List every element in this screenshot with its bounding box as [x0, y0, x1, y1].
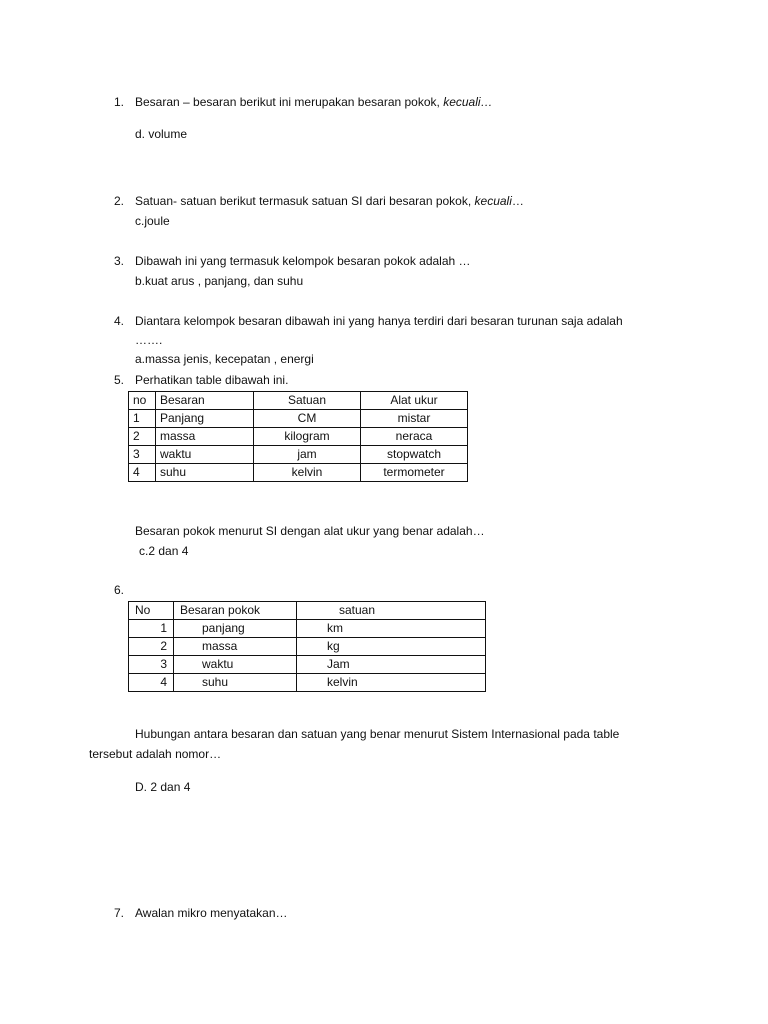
table-row [129, 674, 486, 692]
table-cell: 1 [129, 410, 156, 428]
table-header-cell: No [129, 602, 174, 620]
table-cell: Panjang [156, 410, 254, 428]
table-cell: waktu [174, 656, 297, 674]
q2-text: Satuan- satuan berikut termasuk satuan SI dari besaran pokok, [135, 194, 475, 208]
table-cell: 4 [129, 464, 156, 482]
table-cell: neraca [361, 428, 468, 446]
table-cell: kg [297, 638, 486, 656]
q2-italic: kecuali [474, 194, 512, 208]
q5-table [128, 391, 468, 482]
table-cell: 3 [129, 446, 156, 464]
table-header-row [129, 392, 468, 410]
q1-number: 1. [113, 95, 124, 109]
table-cell: massa [156, 428, 254, 446]
table-cell: kelvin [254, 464, 361, 482]
table-cell: mistar [361, 410, 468, 428]
q2-number: 2. [113, 194, 124, 208]
q5-answer: c.2 dan 4 [139, 544, 189, 558]
table-cell: 3 [129, 656, 174, 674]
table-cell: massa [174, 638, 297, 656]
q6-table [128, 601, 486, 692]
table-cell: stopwatch [361, 446, 468, 464]
table-cell: 2 [129, 428, 156, 446]
table-cell: CM [254, 410, 361, 428]
table-cell: Jam [297, 656, 486, 674]
table-cell: suhu [156, 464, 254, 482]
table-cell: suhu [174, 674, 297, 692]
q5-followup: Besaran pokok menurut SI dengan alat ukur yang benar adalah… [135, 524, 485, 538]
q1-answer: d. volume [135, 127, 188, 141]
q2-text-end: … [511, 194, 524, 208]
q6-number: 6. [113, 583, 124, 597]
q7-question: Awalan mikro menyatakan… [135, 906, 288, 920]
q3-answer: b.kuat arus , panjang, dan suhu [135, 274, 304, 288]
table-row [129, 656, 486, 674]
q4-question-cont: ……. [135, 333, 163, 347]
q4-question: Diantara kelompok besaran dibawah ini yang hanya terdiri dari besaran turunan saja adalah [135, 314, 623, 328]
q5-question: Perhatikan table dibawah ini. [135, 373, 289, 387]
table-header-cell: Besaran pokok [174, 602, 297, 620]
table-header-cell: Satuan [254, 392, 361, 410]
q1-italic: kecuali… [443, 95, 493, 109]
table-row [129, 464, 468, 482]
table-cell: jam [254, 446, 361, 464]
table-cell: waktu [156, 446, 254, 464]
q6-answer: D. 2 dan 4 [135, 780, 191, 794]
q6-question-line1: Hubungan antara besaran dan satuan yang benar menurut Sistem Internasional pada table [135, 727, 620, 741]
table-row [129, 410, 468, 428]
table-row [129, 428, 468, 446]
q1-question [135, 95, 493, 109]
q3-question: Dibawah ini yang termasuk kelompok besaran pokok adalah … [135, 254, 471, 268]
table-header-cell: satuan [297, 602, 486, 620]
table-cell: panjang [174, 620, 297, 638]
table-cell: km [297, 620, 486, 638]
q4-answer: a.massa jenis, kecepatan , energi [135, 352, 314, 366]
table-header-cell: Alat ukur [361, 392, 468, 410]
q2-question [135, 194, 524, 208]
q1-text: Besaran – besaran berikut ini merupakan besaran pokok, [135, 95, 444, 109]
table-header-row [129, 602, 486, 620]
table-cell: kilogram [254, 428, 361, 446]
table-cell: termometer [361, 464, 468, 482]
table-cell: 2 [129, 638, 174, 656]
table-header-cell: Besaran [156, 392, 254, 410]
q2-answer: c.joule [135, 214, 170, 228]
table-header-cell: no [129, 392, 156, 410]
table-cell: 1 [129, 620, 174, 638]
q4-number: 4. [113, 314, 124, 328]
table-row [129, 620, 486, 638]
table-cell: kelvin [297, 674, 486, 692]
q3-number: 3. [113, 254, 124, 268]
q6-question-line2: tersebut adalah nomor… [89, 747, 222, 761]
table-row [129, 638, 486, 656]
table-row [129, 446, 468, 464]
table-cell: 4 [129, 674, 174, 692]
q7-number: 7. [113, 906, 124, 920]
q5-number: 5. [113, 373, 124, 387]
